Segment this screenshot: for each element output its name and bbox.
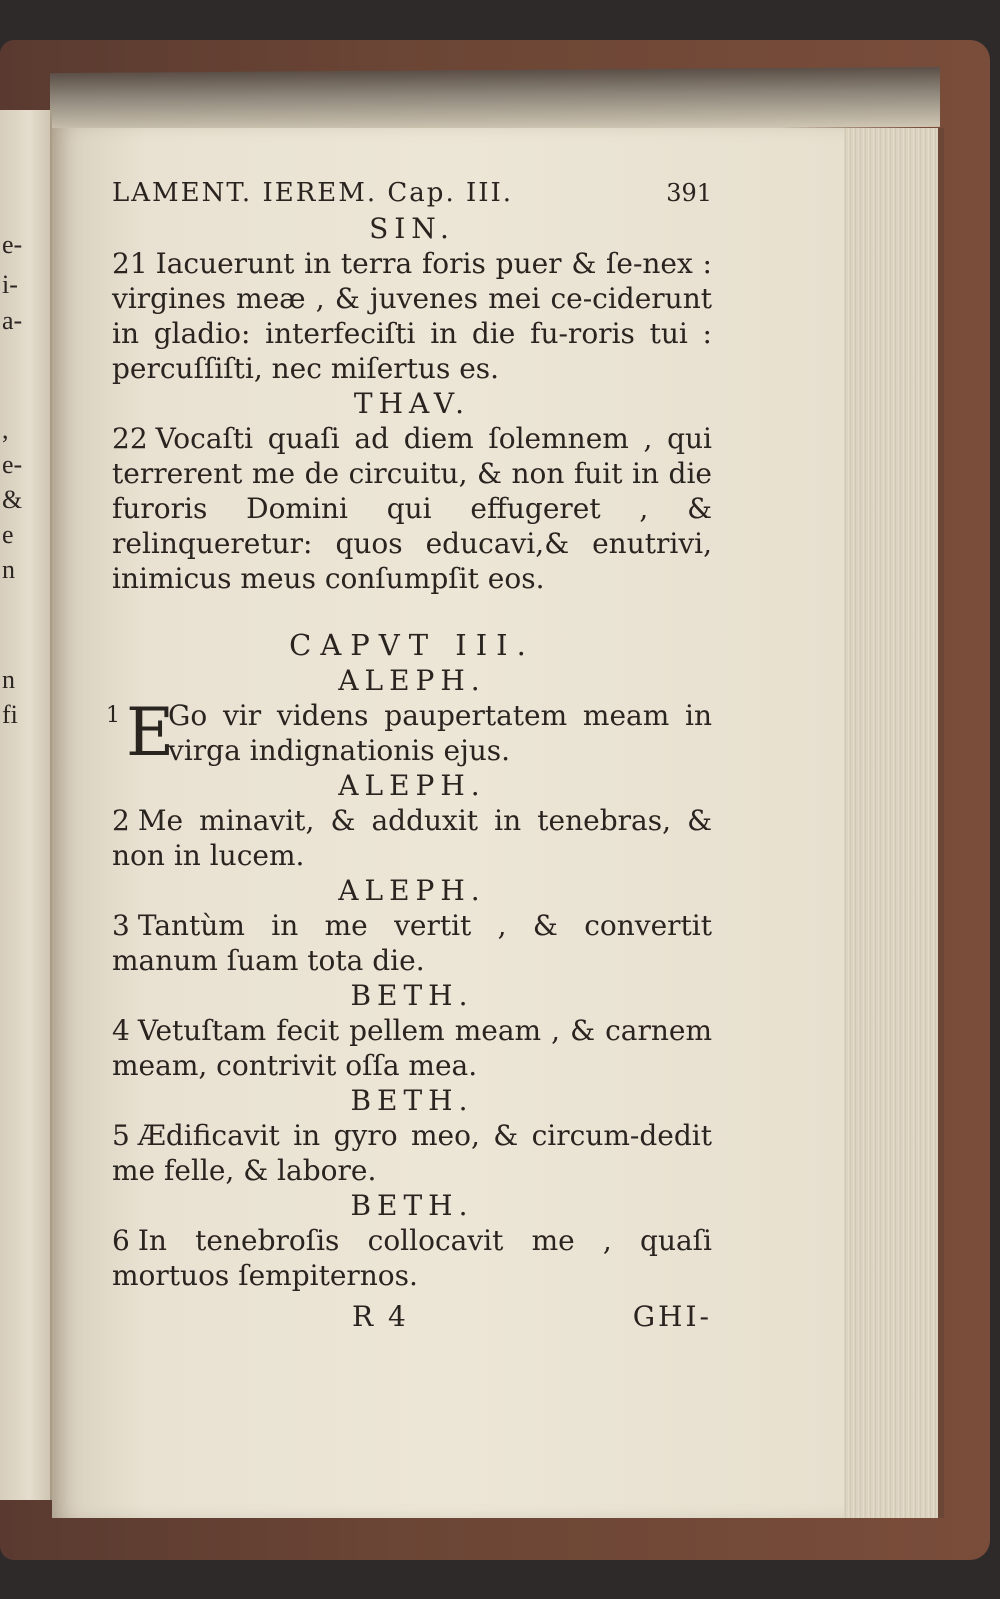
verse-number: 5 <box>112 1119 130 1152</box>
page-stack-top-edge <box>50 67 940 133</box>
verse-number: 4 <box>112 1014 130 1047</box>
verse <box>112 421 712 596</box>
page-footer <box>112 1299 712 1334</box>
left-page-fragment: n <box>2 555 15 584</box>
section-heading: BETH. <box>350 1189 474 1222</box>
verse <box>112 1013 712 1083</box>
verse-block <box>112 1188 712 1293</box>
verse-block <box>112 1083 712 1188</box>
running-header <box>112 176 712 211</box>
verse-text: Tantùm in me vertit , & convertit manum ſuam tota die. <box>112 909 712 977</box>
verse-number: 1 <box>106 703 120 728</box>
left-page-fragment: e- <box>2 450 23 479</box>
section-heading: SIN. <box>369 212 455 245</box>
left-page-fragment: e <box>2 520 14 549</box>
section-thav <box>112 386 712 596</box>
section-heading: ALEPH. <box>338 874 486 907</box>
page-edges <box>842 128 944 1518</box>
left-page-fragment: & <box>2 485 23 514</box>
verse <box>112 803 712 873</box>
chapter-title: CAPVT III. <box>289 628 535 662</box>
section-heading: ALEPH. <box>338 664 486 697</box>
running-title: LAMENT. IEREM. Cap. III. <box>112 178 514 208</box>
section-heading: BETH. <box>350 979 474 1012</box>
verse-number: 2 <box>112 804 130 837</box>
verse <box>112 1118 712 1188</box>
verse-number: 21 <box>112 247 148 280</box>
verse-number: 6 <box>112 1224 130 1257</box>
verse-block <box>112 768 712 873</box>
verse-block <box>112 873 712 978</box>
signature-mark: R 4 <box>352 1300 409 1333</box>
catchword: GHI- <box>632 1300 712 1333</box>
section-sin <box>112 211 712 386</box>
verse-text: Iacuerunt in terra foris puer & ſe-nex : virgines meæ , & juvenes mei ce-ciderunt in gladio: interfeciſti in die fu-roris tui : percuſſiſti, nec miſertus es. <box>112 247 712 385</box>
left-page-fragment: i- <box>2 270 18 299</box>
verse-text: Me minavit, & adduxit in tenebras, & non in lucem. <box>112 804 712 872</box>
verse <box>112 908 712 978</box>
verse-block <box>112 978 712 1083</box>
verse-text: In tenebroſis collocavit me , quaſi mortuos ſempiternos. <box>112 1224 712 1292</box>
verse <box>112 1223 712 1293</box>
left-page-fragment: e- <box>2 230 23 259</box>
left-page-fragment: , <box>2 415 9 444</box>
verse-number: 3 <box>112 909 130 942</box>
previous-page-sliver <box>0 110 52 1500</box>
page-number: 391 <box>666 179 712 207</box>
left-page-fragment: a- <box>2 306 23 335</box>
verse <box>112 246 712 386</box>
section-heading: ALEPH. <box>338 769 486 802</box>
verse-number: 22 <box>112 422 148 455</box>
page-text <box>106 176 712 1334</box>
verse-text: Vocaſti quaſi ad diem ſolemnem , qui terrerent me de circuitu, & non fuit in die furoris Domini qui effugeret , & relinqueretur: quos educavi,& enutrivi, inimicus meus conſumpſit eos. <box>112 422 712 595</box>
verse-text: Vetuſtam fecit pellem meam , & carnem meam, contrivit oſſa mea. <box>112 1014 712 1082</box>
drop-cap-initial: E <box>126 694 175 771</box>
verse-text: Ædificavit in gyro meo, & circum-dedit me felle, & labore. <box>112 1119 712 1187</box>
verse-with-dropcap <box>106 694 712 771</box>
section-heading: BETH. <box>350 1084 474 1117</box>
left-page-fragment: fi <box>2 700 18 729</box>
left-page-fragment: n <box>2 665 15 694</box>
book-page <box>52 128 844 1518</box>
verse-text: Go vir videns paupertatem meam in virga indignationis ejus. <box>168 699 712 767</box>
section-heading: THAV. <box>353 387 471 420</box>
